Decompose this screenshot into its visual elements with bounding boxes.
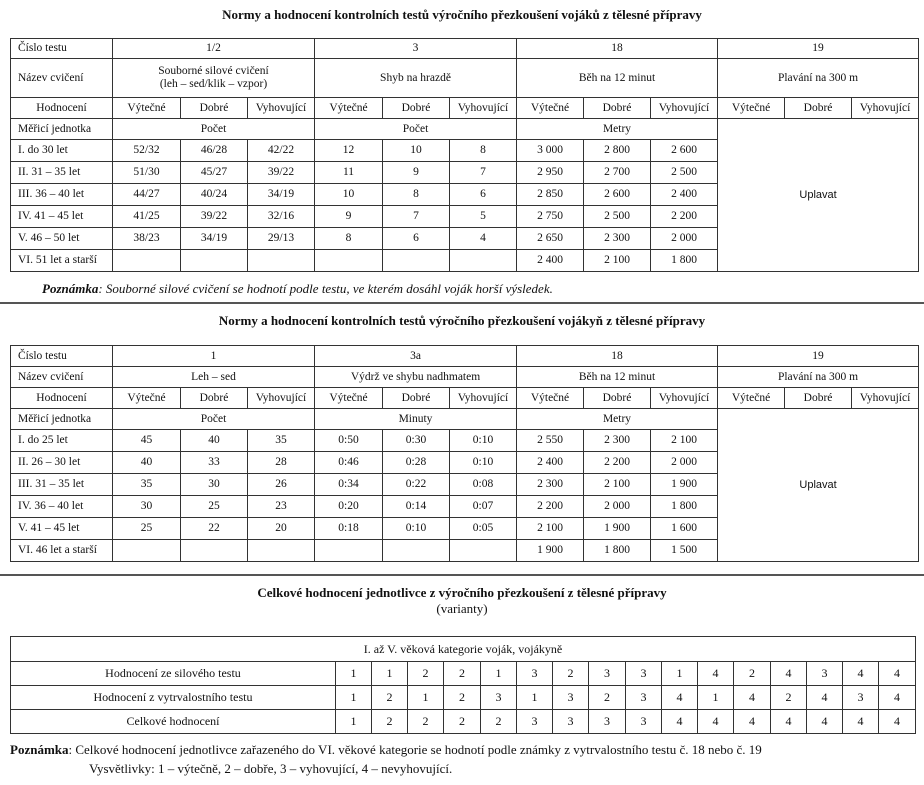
norm-value xyxy=(248,540,315,562)
norm-value: 2 200 xyxy=(584,452,651,474)
norm-value: 0:28 xyxy=(383,452,450,474)
norm-value: 9 xyxy=(315,206,383,228)
section3-subtitle: (varianty) xyxy=(436,601,488,616)
norm-value: 0:30 xyxy=(383,430,450,452)
rating-value: 2 xyxy=(444,662,481,686)
grade-header: Dobré xyxy=(383,388,450,409)
rating-value: 4 xyxy=(843,710,879,734)
note-label: Poznámka xyxy=(10,742,69,757)
norm-value: 3 000 xyxy=(517,140,584,162)
rating-value: 2 xyxy=(408,662,444,686)
norm-value: 2 100 xyxy=(584,250,651,272)
norm-value: 2 400 xyxy=(517,250,584,272)
age-category: VI. 51 let a starší xyxy=(11,250,113,272)
unit-row xyxy=(11,119,919,140)
grade-header-row xyxy=(11,388,919,409)
grade-header: Dobré xyxy=(383,98,450,119)
table-body xyxy=(11,346,919,562)
grade-header: Dobré xyxy=(584,388,651,409)
rating-value: 2 xyxy=(481,710,517,734)
table-row xyxy=(11,710,916,734)
norm-value: 41/25 xyxy=(113,206,181,228)
norm-value: 2 700 xyxy=(584,162,651,184)
norm-value: 38/23 xyxy=(113,228,181,250)
test-number: 19 xyxy=(718,39,919,59)
rating-value: 2 xyxy=(372,710,408,734)
norm-value: 2 800 xyxy=(584,140,651,162)
norm-value: 33 xyxy=(181,452,248,474)
rating-value: 2 xyxy=(372,686,408,710)
age-category: IV. 41 – 45 let xyxy=(11,206,113,228)
rating-value: 3 xyxy=(626,710,662,734)
grade-header: Výtečné xyxy=(113,98,181,119)
overall-rating-table xyxy=(10,636,916,734)
norm-value: 46/28 xyxy=(181,140,248,162)
norm-value xyxy=(113,250,181,272)
norm-value: 6 xyxy=(450,184,517,206)
norm-value: 39/22 xyxy=(248,162,315,184)
section3-title: Celkové hodnocení jednotlivce z výročního přezkoušení z tělesné přípravy xyxy=(257,585,667,600)
grade-header: Vyhovující xyxy=(450,98,517,119)
note-text: : Souborné silové cvičení se hodnotí podle testu, ve kterém dosáhl voják horší výsledek. xyxy=(98,281,553,296)
exercise-name-row xyxy=(11,59,919,98)
norm-value: 2 600 xyxy=(584,184,651,206)
exercise-name: Shyb na hrazdě xyxy=(315,59,517,98)
age-category: I. do 25 let xyxy=(11,430,113,452)
norm-value: 23 xyxy=(248,496,315,518)
test-number: 1 xyxy=(113,346,315,367)
norm-value xyxy=(248,250,315,272)
note-text: : Celkové hodnocení jednotlivce zařazeného do VI. věkové kategorie se hodnotí podle známky z vytrvalostního testu č. 18 nebo č. 19 xyxy=(68,742,762,757)
norm-value: 2 200 xyxy=(517,496,584,518)
grade-header: Dobré xyxy=(181,98,248,119)
grade-header-row xyxy=(11,98,919,119)
norm-value: 0:10 xyxy=(450,430,517,452)
rating-value: 2 xyxy=(553,662,589,686)
measurement-unit: Počet xyxy=(113,409,315,430)
rating-value: 3 xyxy=(517,662,553,686)
norm-value: 8 xyxy=(383,184,450,206)
norm-value: 2 100 xyxy=(584,474,651,496)
norm-value: 30 xyxy=(181,474,248,496)
swim-requirement: Uplavat xyxy=(718,409,919,562)
grade-header: Dobré xyxy=(785,388,852,409)
rating-value: 4 xyxy=(807,710,843,734)
rating-value: 4 xyxy=(662,686,698,710)
grade-header: Vyhovující xyxy=(651,98,718,119)
norm-value: 0:20 xyxy=(315,496,383,518)
header-row xyxy=(11,637,916,662)
norm-value: 2 300 xyxy=(584,430,651,452)
measurement-unit: Počet xyxy=(315,119,517,140)
norm-value: 0:07 xyxy=(450,496,517,518)
grade-header: Vyhovující xyxy=(248,388,315,409)
norm-value: 1 900 xyxy=(517,540,584,562)
norm-value: 2 750 xyxy=(517,206,584,228)
norm-value: 2 500 xyxy=(584,206,651,228)
rating-value: 1 xyxy=(372,662,408,686)
table-body xyxy=(11,39,919,272)
rating-value: 1 xyxy=(408,686,444,710)
norm-value xyxy=(315,540,383,562)
norm-value: 2 550 xyxy=(517,430,584,452)
row-label: Měřicí jednotka xyxy=(11,409,113,430)
norm-value: 0:50 xyxy=(315,430,383,452)
row-label: Hodnocení z vytrvalostního testu xyxy=(11,686,336,710)
grade-header: Výtečné xyxy=(315,388,383,409)
exercise-name-row xyxy=(11,367,919,388)
norm-value: 6 xyxy=(383,228,450,250)
rating-value: 2 xyxy=(444,710,481,734)
rating-value: 4 xyxy=(698,710,734,734)
rating-value: 3 xyxy=(517,710,553,734)
grade-header: Dobré xyxy=(584,98,651,119)
unit-row xyxy=(11,409,919,430)
grade-header: Vyhovující xyxy=(852,98,919,119)
norm-value xyxy=(113,540,181,562)
exercise-name: Běh na 12 minut xyxy=(517,59,718,98)
norm-value: 34/19 xyxy=(181,228,248,250)
grade-header: Výtečné xyxy=(517,98,584,119)
test-number-row xyxy=(11,346,919,367)
rating-value: 2 xyxy=(734,662,771,686)
divider xyxy=(0,302,924,304)
norm-value xyxy=(383,250,450,272)
norm-value: 51/30 xyxy=(113,162,181,184)
measurement-unit: Metry xyxy=(517,119,718,140)
swim-requirement: Uplavat xyxy=(718,119,919,272)
rating-value: 3 xyxy=(553,710,589,734)
norm-value: 8 xyxy=(315,228,383,250)
norm-value: 1 800 xyxy=(651,250,718,272)
divider xyxy=(0,574,924,576)
norm-value: 35 xyxy=(248,430,315,452)
exercise-name: Leh – sed xyxy=(113,367,315,388)
norm-value: 7 xyxy=(383,206,450,228)
norm-value: 40 xyxy=(181,430,248,452)
norm-value: 2 000 xyxy=(651,452,718,474)
grade-header: Výtečné xyxy=(718,98,785,119)
norm-value: 2 400 xyxy=(517,452,584,474)
age-category: V. 46 – 50 let xyxy=(11,228,113,250)
rating-value: 3 xyxy=(843,686,879,710)
grade-header: Dobré xyxy=(785,98,852,119)
age-category: II. 31 – 35 let xyxy=(11,162,113,184)
rating-value: 4 xyxy=(734,686,771,710)
test-number: 18 xyxy=(517,346,718,367)
measurement-unit: Metry xyxy=(517,409,718,430)
norm-value: 52/32 xyxy=(113,140,181,162)
exercise-name: Plavání na 300 m xyxy=(718,367,919,388)
rating-value: 1 xyxy=(517,686,553,710)
test-number: 3 xyxy=(315,39,517,59)
test-number: 3a xyxy=(315,346,517,367)
norm-value: 2 950 xyxy=(517,162,584,184)
norm-value: 1 800 xyxy=(651,496,718,518)
rating-value: 1 xyxy=(336,662,372,686)
test-number: 18 xyxy=(517,39,718,59)
rating-value: 4 xyxy=(698,662,734,686)
table-row xyxy=(11,686,916,710)
row-label: Měřicí jednotka xyxy=(11,119,113,140)
rating-value: 1 xyxy=(698,686,734,710)
norm-value: 7 xyxy=(450,162,517,184)
grade-header: Výtečné xyxy=(113,388,181,409)
grade-header: Vyhovující xyxy=(651,388,718,409)
norm-value: 9 xyxy=(383,162,450,184)
age-category: VI. 46 let a starší xyxy=(11,540,113,562)
rating-value: 3 xyxy=(553,686,589,710)
section3-note xyxy=(10,742,762,758)
norm-value: 2 100 xyxy=(651,430,718,452)
norm-value: 20 xyxy=(248,518,315,540)
norm-value: 10 xyxy=(383,140,450,162)
rating-value: 4 xyxy=(843,662,879,686)
age-category: IV. 36 – 40 let xyxy=(11,496,113,518)
grade-header: Výtečné xyxy=(517,388,584,409)
rating-value: 1 xyxy=(336,710,372,734)
row-label: Číslo testu xyxy=(11,346,113,367)
row-label: Celkové hodnocení xyxy=(11,710,336,734)
rating-value: 2 xyxy=(771,686,807,710)
norm-value: 5 xyxy=(450,206,517,228)
age-category-header: I. až V. věková kategorie voják, vojákyně xyxy=(11,637,916,662)
norm-value xyxy=(181,540,248,562)
age-category: II. 26 – 30 let xyxy=(11,452,113,474)
norm-value xyxy=(450,540,517,562)
section2-title: Normy a hodnocení kontrolních testů výročního přezkoušení vojákyň z tělesné přípravy xyxy=(218,313,706,328)
norm-value: 0:18 xyxy=(315,518,383,540)
rating-value: 4 xyxy=(734,710,771,734)
rating-value: 4 xyxy=(879,710,916,734)
grade-header: Vyhovující xyxy=(450,388,517,409)
norm-value: 1 900 xyxy=(584,518,651,540)
norm-value: 0:14 xyxy=(383,496,450,518)
norm-value: 2 200 xyxy=(651,206,718,228)
grade-header: Výtečné xyxy=(315,98,383,119)
norm-value: 42/22 xyxy=(248,140,315,162)
norm-value: 2 300 xyxy=(517,474,584,496)
norm-value: 2 300 xyxy=(584,228,651,250)
norm-value xyxy=(315,250,383,272)
norm-value xyxy=(450,250,517,272)
norm-value: 30 xyxy=(113,496,181,518)
age-category: III. 36 – 40 let xyxy=(11,184,113,206)
norm-value: 0:22 xyxy=(383,474,450,496)
norm-value: 45/27 xyxy=(181,162,248,184)
grade-header: Vyhovující xyxy=(852,388,919,409)
norm-value: 40/24 xyxy=(181,184,248,206)
norm-value: 25 xyxy=(113,518,181,540)
rating-value: 3 xyxy=(589,710,626,734)
row-label: Hodnocení xyxy=(11,98,113,119)
rating-value: 4 xyxy=(771,710,807,734)
test-number: 1/2 xyxy=(113,39,315,59)
norm-value: 0:10 xyxy=(383,518,450,540)
norm-value: 4 xyxy=(450,228,517,250)
rating-value: 3 xyxy=(481,686,517,710)
rating-value: 4 xyxy=(662,710,698,734)
norm-value: 2 600 xyxy=(651,140,718,162)
age-category: III. 31 – 35 let xyxy=(11,474,113,496)
norm-value: 0:10 xyxy=(450,452,517,474)
rating-value: 4 xyxy=(771,662,807,686)
exercise-name: Plavání na 300 m xyxy=(718,59,919,98)
norm-value: 29/13 xyxy=(248,228,315,250)
soldiers-norms-table xyxy=(10,38,919,272)
section1-note xyxy=(42,281,553,297)
norm-value: 22 xyxy=(181,518,248,540)
rating-value: 3 xyxy=(589,662,626,686)
norm-value: 25 xyxy=(181,496,248,518)
test-number: 19 xyxy=(718,346,919,367)
exercise-name: Běh na 12 minut xyxy=(517,367,718,388)
norm-value: 32/16 xyxy=(248,206,315,228)
rating-value: 4 xyxy=(879,662,916,686)
measurement-unit: Počet xyxy=(113,119,315,140)
test-number-row xyxy=(11,39,919,59)
row-label: Hodnocení xyxy=(11,388,113,409)
norm-value: 12 xyxy=(315,140,383,162)
norm-value: 45 xyxy=(113,430,181,452)
rating-value: 4 xyxy=(879,686,916,710)
norm-value: 39/22 xyxy=(181,206,248,228)
section1-title: Normy a hodnocení kontrolních testů výročního přezkoušení vojáků z tělesné přípravy xyxy=(222,7,702,22)
norm-value: 8 xyxy=(450,140,517,162)
rating-value: 1 xyxy=(662,662,698,686)
age-category: V. 41 – 45 let xyxy=(11,518,113,540)
norm-value: 10 xyxy=(315,184,383,206)
grade-header: Dobré xyxy=(181,388,248,409)
norm-value: 2 650 xyxy=(517,228,584,250)
norm-value xyxy=(383,540,450,562)
norm-value: 1 800 xyxy=(584,540,651,562)
norm-value: 1 500 xyxy=(651,540,718,562)
grade-header: Výtečné xyxy=(718,388,785,409)
row-label: Hodnocení ze silového testu xyxy=(11,662,336,686)
norm-value: 26 xyxy=(248,474,315,496)
row-label: Číslo testu xyxy=(11,39,113,59)
rating-value: 2 xyxy=(589,686,626,710)
norm-value: 40 xyxy=(113,452,181,474)
norm-value xyxy=(181,250,248,272)
table-body xyxy=(11,637,916,734)
norm-value: 0:08 xyxy=(450,474,517,496)
norm-value: 2 400 xyxy=(651,184,718,206)
table-row xyxy=(11,662,916,686)
rating-value: 3 xyxy=(626,662,662,686)
norm-value: 2 000 xyxy=(651,228,718,250)
norm-value: 2 500 xyxy=(651,162,718,184)
norm-value: 34/19 xyxy=(248,184,315,206)
exercise-name: Souborné silové cvičení (leh – sed/klik – vzpor) xyxy=(113,59,315,98)
row-label: Název cvičení xyxy=(11,367,113,388)
norm-value: 0:46 xyxy=(315,452,383,474)
norm-value: 44/27 xyxy=(113,184,181,206)
rating-value: 2 xyxy=(408,710,444,734)
rating-value: 2 xyxy=(444,686,481,710)
norm-value: 2 000 xyxy=(584,496,651,518)
rating-value: 3 xyxy=(807,662,843,686)
norm-value: 1 600 xyxy=(651,518,718,540)
note-label: Poznámka xyxy=(42,281,99,296)
norm-value: 11 xyxy=(315,162,383,184)
rating-value: 1 xyxy=(481,662,517,686)
rating-value: 4 xyxy=(807,686,843,710)
norm-value: 0:34 xyxy=(315,474,383,496)
measurement-unit: Minuty xyxy=(315,409,517,430)
norm-value: 2 100 xyxy=(517,518,584,540)
female-soldiers-norms-table xyxy=(10,345,919,562)
rating-value: 1 xyxy=(336,686,372,710)
grade-header: Vyhovující xyxy=(248,98,315,119)
exercise-name: Výdrž ve shybu nadhmatem xyxy=(315,367,517,388)
age-category: I. do 30 let xyxy=(11,140,113,162)
norm-value: 28 xyxy=(248,452,315,474)
legend: Vysvětlivky: 1 – výtečně, 2 – dobře, 3 – vyhovující, 4 – nevyhovující. xyxy=(89,761,453,776)
rating-value: 3 xyxy=(626,686,662,710)
norm-value: 2 850 xyxy=(517,184,584,206)
norm-value: 0:05 xyxy=(450,518,517,540)
norm-value: 1 900 xyxy=(651,474,718,496)
norm-value: 35 xyxy=(113,474,181,496)
row-label: Název cvičení xyxy=(11,59,113,98)
